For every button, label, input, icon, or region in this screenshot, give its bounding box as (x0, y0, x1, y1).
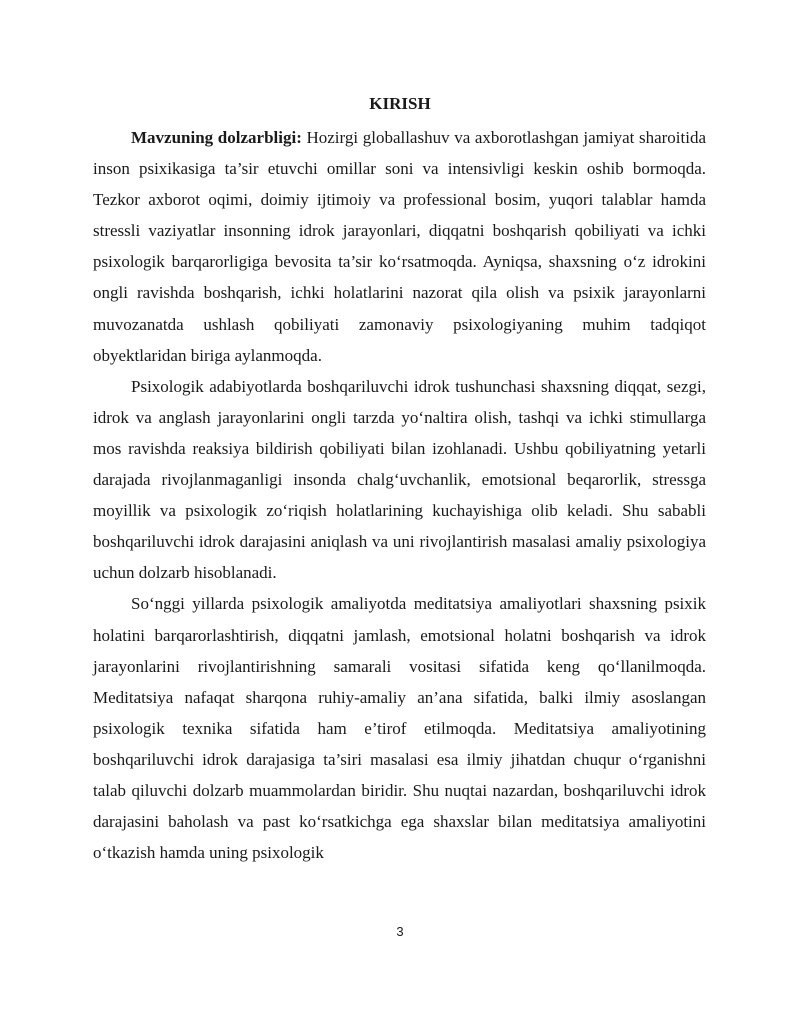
paragraph-relevance (93, 122, 706, 371)
page-number: 3 (396, 924, 404, 939)
paragraph-perception: Psixologik adabiyotlarda boshqariluvchi idrok tushunchasi shaxsning diqqat, sezgi, idrok va anglash jarayonlarini ongli tarzda yo‘naltira olish, tashqi va ichki stimullarga mos ravishda reaksiya bildirish qobiliyati bilan izohlanadi. Ushbu qobiliyatning yetarli darajada rivojlanmaganligi insonda chalg‘uvchanlik, emotsional beqarorlik, stressga moyillik va psixologik zo‘riqish holatlarining kuchayishiga olib keladi. Shu sababli boshqariluvchi idrok darajasini aniqlash va uni rivojlantirish masalasi amaliy psixologiya uchun dolzarb hisoblanadi. (93, 376, 706, 583)
section-title: KIRISH (369, 94, 431, 113)
paragraph-meditation: So‘nggi yillarda psixologik amaliyotda meditatsiya amaliyotlari shaxsning psixik holatini barqarorlashtirish, diqqatni jamlash, emotsional holatni boshqarish va idrok jarayonlarini rivojlantirishning samarali vositasi sifatida keng qo‘llanilmoqda. Meditatsiya nafaqat sharqona ruhiy-amaliy an’ana sifatida, balki ilmiy asoslangan psixologik texnika sifatida ham e’tirof etilmoqda. Meditatsiya amaliyotining boshqariluvchi idrok darajasiga ta’siri masalasi esa ilmiy jihatdan chuqur o‘rganishni talab qiluvchi dolzarb muammolardan biridir. Shu nuqtai nazardan, boshqariluvchi idrok darajasini baholash va past ko‘rsatkichga ega shaxslar bilan meditatsiya amaliyotini o‘tkazish hamda uning psixologik (93, 594, 706, 863)
body-text (93, 122, 706, 868)
paragraph-text: Hozirgi globallashuv va axborotlashgan jamiyat sharoitida inson psixikasiga ta’sir etuvchi omillar soni va intensivligi keskin oshib bormoqda. Tezkor axborot oqimi, doimiy ijtimoiy va professional bosim, yuqori talablar hamda stressli vaziyatlar insonning idrok jarayonlari, diqqatni boshqarish qobiliyati va ichki psixologik barqarorligiga bevosita ta’sir ko‘rsatmoqda. Ayniqsa, shaxsning o‘z idrokini ongli ravishda boshqarish, ichki holatlarini nazorat qila olish va psixik jarayonlarni muvozanatda ushlash qobiliyati zamonaviy psixologiyaning muhim tadqiqot obyektlaridan biriga aylanmoqda. (93, 128, 706, 365)
paragraph-lead: Mavzuning dolzarbligi: (131, 128, 302, 147)
